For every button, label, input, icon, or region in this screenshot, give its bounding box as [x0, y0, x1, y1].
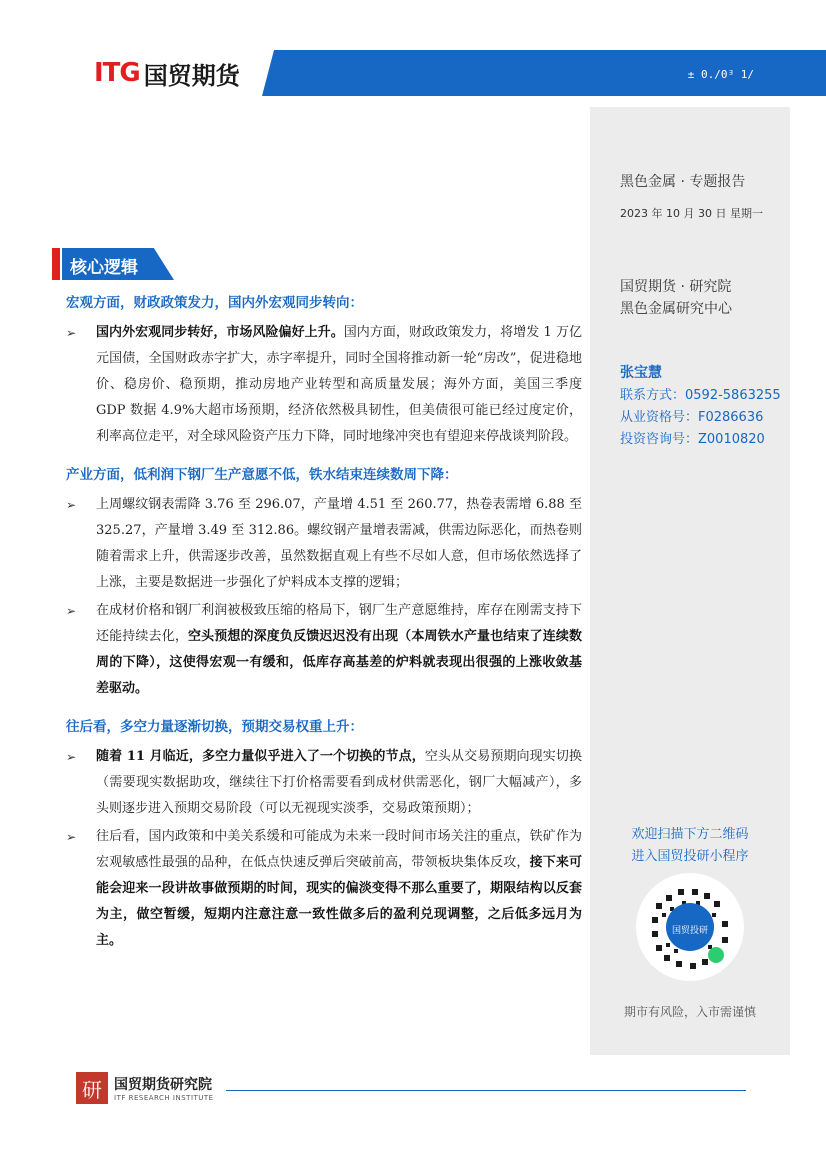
scan-instruction-1: 欢迎扫描下方二维码 [631, 827, 749, 842]
bullet-arrow-icon: ➢ [66, 750, 77, 764]
section-tag [52, 248, 176, 280]
qr-center-label: 国贸投研 [671, 926, 709, 936]
footer-name-en: ITF RESEARCH INSTITUTE [114, 1094, 214, 1102]
section-title: 核心逻辑 [70, 258, 138, 278]
author-contact: 联系方式：0592-5863255 [620, 388, 781, 403]
section-tag-accent [52, 248, 60, 280]
bullet-industry-data [66, 492, 582, 596]
footer-divider [226, 1090, 746, 1091]
footer-logo-mark: 研 [76, 1072, 108, 1104]
bullet-arrow-icon: ➢ [66, 498, 77, 512]
footer-logo [76, 1072, 214, 1104]
bullet-arrow-icon: ➢ [66, 604, 77, 618]
bullet-arrow-icon: ➢ [66, 830, 77, 844]
bullet-industry-logic-bold: 空头预想的深度负反馈迟迟没有出现（本周铁水产量也结束了连续数周的下降），这使得宏观一有缓和，低库存高基差的炉料就表现出很强的上涨收敛基差驱动。 [96, 629, 582, 696]
bullet-industry-data-text: 上周螺纹钢表需降 3.76 至 296.07，产量增 4.51 至 260.77，热卷表需增 6.88 至 325.27，产量增 3.49 至 312.86。螺纹钢产量增表需减，供需边际恶化，而热卷则随着需求上升，供需逐步改善，虽然数据直观上有些不尽如人意，但市场依然选择了上涨，主要是数据进一步强化了炉料成本支撑的逻辑； [96, 497, 582, 590]
scan-instruction-2: 进入国贸投研小程序 [631, 849, 749, 864]
bullet-outlook-switch-text: 空头从交易预期向现实切换（需要现实数据助攻，继续往下打价格需要看到成材供需恶化，钢厂大幅减产），多头则逐步进入预期交易阶段（可以无视现实淡季，交易政策预期）； [96, 749, 582, 816]
logo-cn-text: 国贸期货 [143, 61, 240, 90]
report-type: 黑色金属 · 专题报告 [620, 174, 746, 190]
company-logo [94, 50, 240, 96]
bullet-macro-text: 国内方面，财政政策发力，将增发 1 万亿元国债，全国财政赤字扩大，赤字率提升，同时全国将推动新一轮“房改”，促进稳地价、稳房价、稳预期，推动房地产业转型和高质量发展；海外方面，美国三季度 GDP 数据 4.9%大超市场预期，经济依然极具韧性，但美债很可能已经过度定价，利率高位走平，对全球风险资产压力下降，同时地缘冲突也有望迎来停战谈判阶段。 [96, 325, 582, 444]
logo-itg-text: ITG [94, 58, 140, 88]
bullet-outlook-policy-text: 往后看，国内政策和中美关系缓和可能成为未来一段时间市场关注的重点，铁矿作为宏观敏感性最强的品种，在低点快速反弹后突破前高，带领板块集体反攻， [96, 829, 582, 870]
heading-industry: 产业方面，低利润下钢厂生产意愿不低，铁水结束连续数周下降： [66, 467, 458, 483]
author-name: 张宝慧 [620, 365, 662, 381]
risk-warning: 期市有风险，入市需谨慎 [623, 1005, 756, 1019]
heading-macro: 宏观方面，财政政策发力，国内外宏观同步转向： [66, 295, 363, 311]
report-date: 2023 年 10 月 30 日 星期一 [620, 207, 763, 220]
bullet-outlook-switch-bold: 随着 11 月临近，多空力量似乎进入了一个切换的节点， [96, 749, 425, 764]
mini-program-qr-code[interactable] [636, 873, 744, 981]
bullet-outlook-policy [66, 824, 582, 954]
org-name: 国贸期货 · 研究院 [620, 279, 732, 295]
org-department: 黑色金属研究中心 [620, 301, 732, 317]
bullet-arrow-icon: ➢ [66, 326, 77, 340]
author-qualification: 从业资格号：F0286636 [620, 410, 764, 425]
bullet-industry-logic-text: 在成材价格和钢厂利润被极致压缩的格局下，钢厂生产意愿维持，库存在刚需支持下还能持续去化， [96, 603, 582, 644]
bullet-industry-logic [66, 598, 582, 702]
header-code: ± 0./0ᴲ 1/ [687, 68, 754, 81]
footer-name-block [114, 1074, 214, 1102]
report-body [66, 288, 582, 956]
footer-name-cn: 国贸期货研究院 [114, 1077, 212, 1093]
heading-outlook: 往后看，多空力量逐渐切换，预期交易权重上升： [66, 719, 363, 735]
author-consult-number: 投资咨询号：Z0010820 [620, 432, 765, 447]
bullet-outlook-policy-bold: 接下来可能会迎来一段讲故事做预期的时间，现实的偏淡变得不那么重要了，期限结构以反套为主，做空暂缓，短期内注意注意一致性做多后的盈利兑现调整，之后低多远月为主。 [96, 855, 582, 948]
bullet-outlook-switch [66, 744, 582, 822]
bullet-macro-bold: 国内外宏观同步转好，市场风险偏好上升。 [96, 325, 344, 340]
bullet-macro [66, 320, 582, 450]
